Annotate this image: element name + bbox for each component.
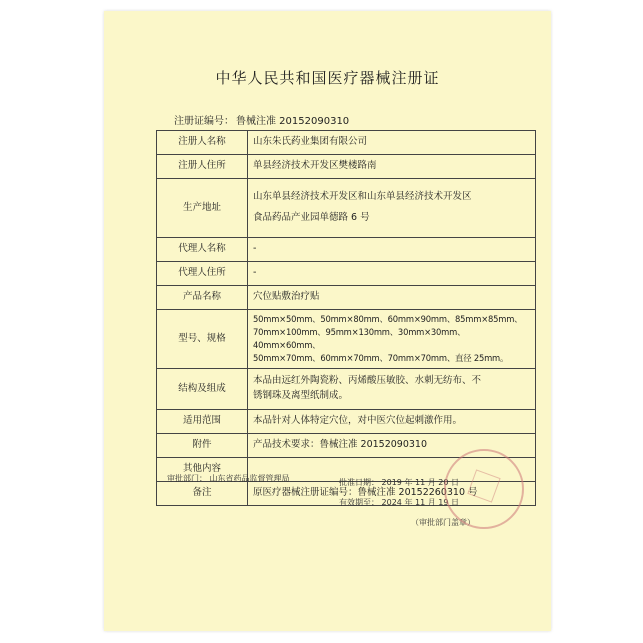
table-row — [157, 369, 536, 410]
field-value — [248, 179, 536, 238]
field-label: 代理人住所 — [157, 262, 248, 286]
spec-line-2: 70mm×100mm、95mm×130mm、30mm×30mm、40mm×60mm、 — [253, 326, 466, 350]
composition-line-2: 锈钢珠及离型纸制成。 — [253, 390, 349, 401]
registration-number — [174, 112, 351, 127]
field-value: 单县经济技术开发区樊楼路南 — [248, 155, 536, 179]
field-value: 原医疗器械注册证编号：鲁械注准 20152260310 号 — [248, 482, 536, 506]
field-value — [248, 310, 536, 369]
approval-date: 批准日期： 2019 年 11 月 20 日 — [339, 478, 459, 487]
composition-line-1: 本品由远红外陶瓷粉、丙烯酸压敏胶、水刺无纺布、不 — [253, 375, 482, 387]
field-value: - — [248, 262, 536, 286]
table-row — [157, 286, 536, 310]
seal-note: （审批部门盖章） — [411, 518, 475, 527]
spec-line-3: 50mm×70mm、60mm×70mm、70mm×70mm、直径 25mm。 — [253, 353, 509, 364]
certificate-page — [104, 11, 551, 631]
table-row — [157, 238, 536, 262]
spec-line-1: 50mm×50mm、50mm×80mm、60mm×90mm、85mm×85mm、 — [253, 313, 523, 324]
field-label: 其他内容 — [157, 458, 248, 482]
field-value: 产品技术要求：鲁械注准 20152090310 — [248, 434, 536, 458]
field-value: 山东朱氏药业集团有限公司 — [248, 131, 536, 155]
approval-department: 审批部门： 山东省药品监督管理局 — [167, 474, 290, 483]
field-label: 生产地址 — [157, 179, 248, 238]
field-label: 代理人名称 — [157, 238, 248, 262]
table-row — [157, 310, 536, 369]
registration-number-value: 鲁械注准 20152090310 — [236, 116, 350, 127]
table-row — [157, 262, 536, 286]
field-value: 本品针对人体特定穴位，对中医穴位起刺激作用。 — [248, 410, 536, 434]
address-line-2: 食品药品产业园单德路 6 号 — [253, 212, 370, 223]
field-label: 结构及组成 — [157, 369, 248, 410]
registration-number-label: 注册证编号： — [174, 116, 234, 127]
field-value — [248, 369, 536, 410]
address-line-1: 山东单县经济技术开发区和山东单县经济技术开发区 — [253, 191, 472, 203]
field-value: 穴位贴敷治疗贴 — [248, 286, 536, 310]
field-label: 产品名称 — [157, 286, 248, 310]
field-label: 附件 — [157, 434, 248, 458]
table-row — [157, 155, 536, 179]
field-label: 注册人住所 — [157, 155, 248, 179]
table-row — [157, 410, 536, 434]
field-label: 型号、规格 — [157, 310, 248, 369]
field-label: 适用范围 — [157, 410, 248, 434]
table-row — [157, 179, 536, 238]
field-value: - — [248, 238, 536, 262]
valid-until: 有效期至： 2024 年 11 月 19 日 — [339, 498, 459, 507]
certificate-title: 中华人民共和国医疗器械注册证 — [215, 69, 440, 87]
field-label: 注册人名称 — [157, 131, 248, 155]
table-row — [157, 131, 536, 155]
field-label: 备注 — [157, 482, 248, 506]
official-seal-stamp — [444, 449, 524, 529]
